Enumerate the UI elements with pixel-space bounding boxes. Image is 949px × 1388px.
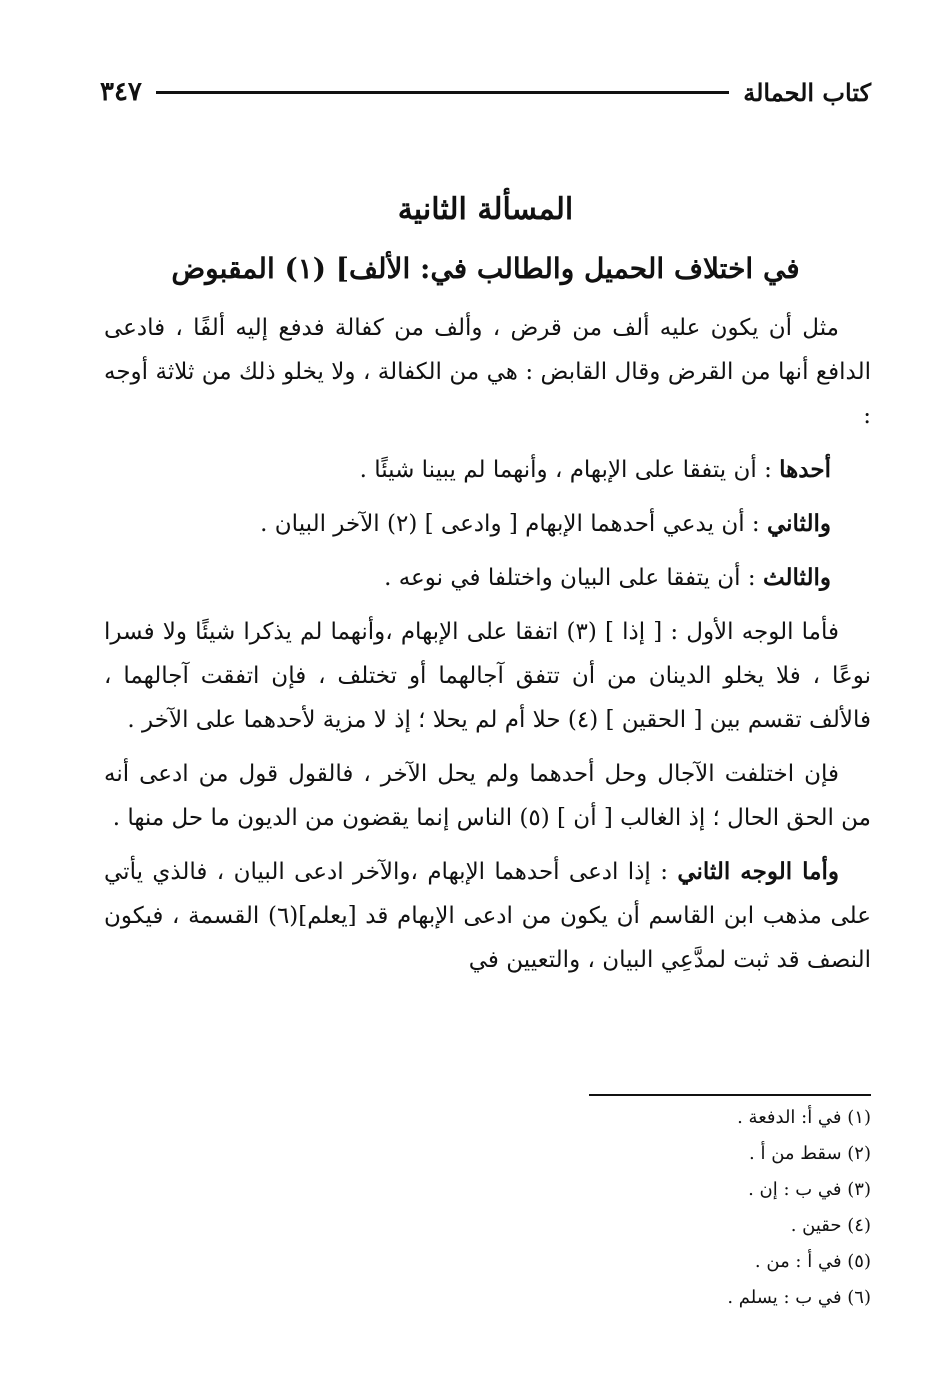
paragraph-first-case xyxy=(104,448,871,492)
paragraph-text: فأما الوجه الأول : [ إذا ] (٣) اتفقا على الإبهام ،وأنهما لم يذكرا شيئًا ولا فسرا نوعًا ، فلا يخلو الدينان من أن تتفق آجالهما أو تختلف ، فإن اتفقت آجالهما ، فالألف تقسم بين [ الحقين ] (٤) حلا أم لم يحلا ؛ إذ لا مزية لأحدهما على الآخر . xyxy=(104,619,871,733)
page-number: ٣٤٧ xyxy=(100,77,142,107)
paragraph-intro xyxy=(104,306,871,438)
paragraph-second-case xyxy=(104,502,871,546)
footnote-1: (١) في أ: الدفعة . xyxy=(737,1107,871,1128)
footnote-6: (٦) في ب : يسلم . xyxy=(727,1287,871,1308)
paragraph-first-aspect xyxy=(104,610,871,742)
paragraph-different-terms xyxy=(104,752,871,840)
footnote-2: (٢) سقط من أ . xyxy=(749,1143,871,1164)
paragraph-text: : أن يدعي أحدهما الإبهام [ وادعى ] (٢) الآخر البيان . xyxy=(260,511,760,537)
paragraph-lead: أحدها xyxy=(779,456,831,483)
running-header xyxy=(100,72,871,112)
paragraph-lead: وأما الوجه الثاني xyxy=(677,858,840,885)
section-title: المسألة الثانية xyxy=(397,192,574,227)
body-text xyxy=(104,306,871,982)
paragraph-third-case xyxy=(104,556,871,600)
paragraph-lead: والثاني xyxy=(766,510,831,537)
header-rule xyxy=(156,91,729,94)
footnote-separator xyxy=(589,1094,871,1096)
paragraph-second-aspect xyxy=(104,850,871,982)
paragraph-text: مثل أن يكون عليه ألف من قرض ، وألف من كفالة فدفع إليه ألفًا ، فادعى الدافع أنها من القرض وقال القابض : هي من الكفالة ، ولا يخلو ذلك من ثلاثة أوجه : xyxy=(104,315,871,429)
footnotes xyxy=(104,1100,871,1316)
book-title: كتاب الحمالة xyxy=(743,77,871,107)
footnote-4: (٤) حقين . xyxy=(790,1215,871,1236)
footnote-3: (٣) في ب : إن . xyxy=(748,1179,871,1200)
paragraph-lead: والثالث xyxy=(762,564,831,591)
footnote-5: (٥) في أ : من . xyxy=(754,1251,871,1272)
paragraph-text: : إذا ادعى أحدهما الإبهام ،والآخر ادعى البيان ، فالذي يأتي على مذهب ابن القاسم أن يكون من ادعى الإبهام قد [يعلم](٦) القسمة ، فيكون النصف قد ثبت لمدَّعِي البيان ، والتعيين في xyxy=(104,859,871,973)
paragraph-text: : أن يتفقا على البيان واختلفا في نوعه . xyxy=(384,565,756,591)
paragraph-text: : أن يتفقا على الإبهام ، وأنهما لم يبينا شيئًا . xyxy=(359,457,772,483)
paragraph-text: فإن اختلفت الآجال وحل أحدهما ولم يحل الآخر ، فالقول قول من ادعى أنه من الحق الحال ؛ إذ الغالب [ أن ] (٥) الناس إنما يقضون من الديون ما حل منها . xyxy=(104,761,871,831)
section-subtitle: في اختلاف الحميل والطالب في: الألف] (١) المقبوض xyxy=(171,252,800,285)
